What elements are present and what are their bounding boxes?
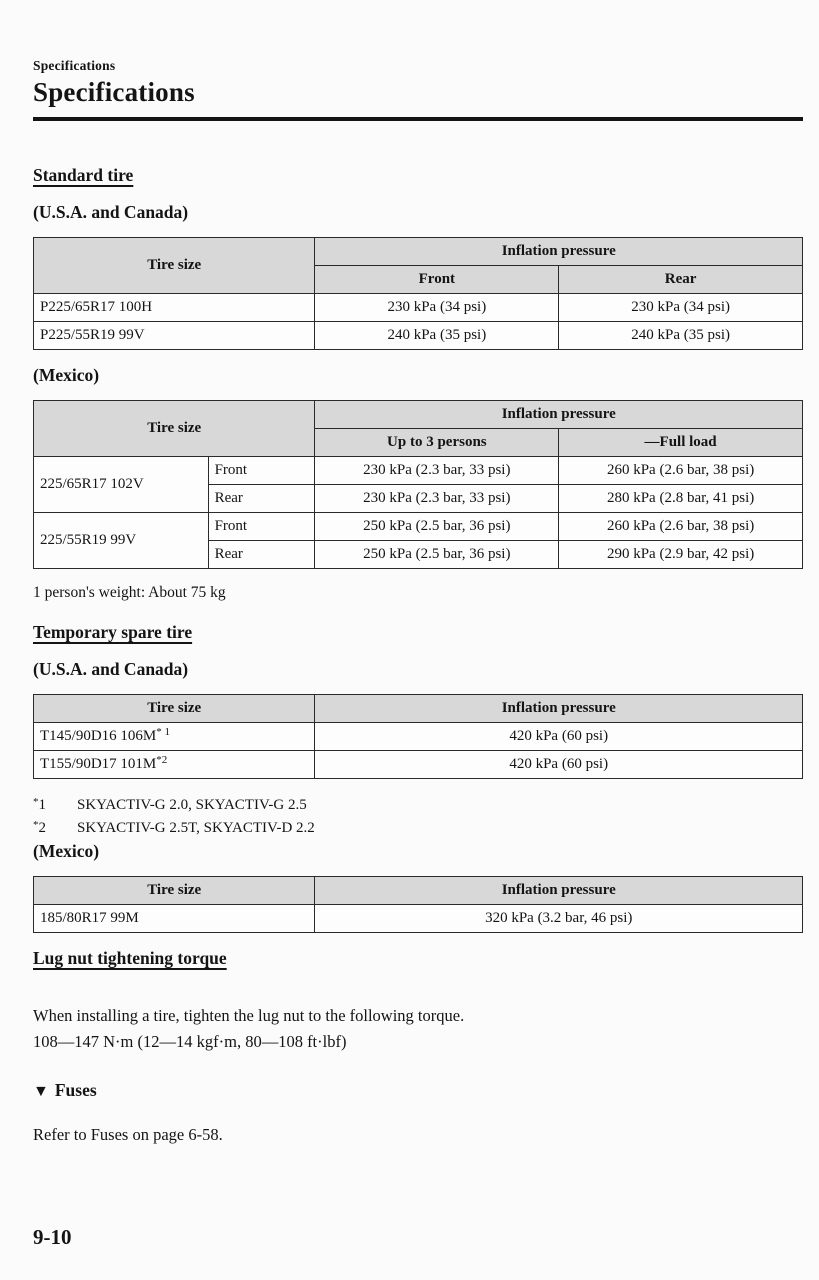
col-header-inflation-pressure: Inflation pressure [315, 695, 803, 723]
footnotes [33, 794, 803, 839]
col-header-front: Front [315, 266, 559, 294]
table-row [34, 322, 803, 350]
heading-fuses [33, 1080, 803, 1101]
persons-pressure-value: 250 kPa (2.5 bar, 36 psi) [315, 513, 559, 541]
spare-tire-usa-table [33, 694, 803, 779]
persons-pressure-value: 230 kPa (2.3 bar, 33 psi) [315, 457, 559, 485]
tire-size-value: P225/55R19 99V [34, 322, 315, 350]
col-header-full-load: —Full load [559, 429, 803, 457]
heading-standard-tire: Standard tire [33, 165, 134, 185]
col-header-up-to-3-persons: Up to 3 persons [315, 429, 559, 457]
torque-instruction: When installing a tire, tighten the lug nut to the following torque. [33, 1006, 465, 1025]
page-title: Specifications [33, 77, 195, 107]
full-load-pressure-value: 260 kPa (2.6 bar, 38 psi) [559, 457, 803, 485]
full-load-pressure-value: 260 kPa (2.6 bar, 38 psi) [559, 513, 803, 541]
person-weight-note: 1 person's weight: About 75 kg [33, 584, 226, 601]
front-pressure-value: 240 kPa (35 psi) [315, 322, 559, 350]
front-pressure-value: 230 kPa (34 psi) [315, 294, 559, 322]
standard-tire-usa-table [33, 237, 803, 350]
col-header-inflation-pressure: Inflation pressure [315, 877, 803, 905]
col-header-inflation-pressure: Inflation pressure [315, 238, 803, 266]
col-header-tire-size: Tire size [34, 401, 315, 457]
footnote-text: SKYACTIV-G 2.0, SKYACTIV-G 2.5 [77, 797, 307, 813]
pressure-value: 420 kPa (60 psi) [315, 751, 803, 779]
footnote-ref: * 1 [156, 726, 170, 738]
footnote-1 [33, 794, 803, 817]
persons-pressure-value: 250 kPa (2.5 bar, 36 psi) [315, 541, 559, 569]
subheading-usa-canada: (U.S.A. and Canada) [33, 202, 189, 222]
full-load-pressure-value: 290 kPa (2.9 bar, 42 psi) [559, 541, 803, 569]
table-row [34, 751, 803, 779]
col-header-tire-size: Tire size [34, 238, 315, 294]
tire-size-value: P225/65R17 100H [34, 294, 315, 322]
breadcrumb: Specifications [33, 58, 116, 73]
footnote-ref: *2 [156, 754, 168, 766]
subheading-mexico: (Mexico) [33, 841, 100, 861]
table-row [34, 905, 803, 933]
torque-paragraph [33, 1003, 803, 1054]
page-number: 9-10 [33, 1225, 72, 1249]
table-row [34, 723, 803, 751]
axle-label: Front [208, 457, 315, 485]
tire-size-value: 225/65R17 102V [34, 457, 209, 513]
footnote-marker: *1 [33, 796, 46, 813]
tire-size-value [34, 751, 315, 779]
axle-label: Front [208, 513, 315, 541]
subheading-mexico: (Mexico) [33, 365, 100, 385]
table-row [34, 513, 803, 541]
col-header-rear: Rear [559, 266, 803, 294]
col-header-tire-size: Tire size [34, 877, 315, 905]
tire-size-value: 185/80R17 99M [34, 905, 315, 933]
tire-size-value: 225/55R19 99V [34, 513, 209, 569]
fuses-reference-text: Refer to Fuses on page 6-58. [33, 1125, 223, 1145]
spare-tire-mexico-table [33, 876, 803, 933]
footnote-marker: *2 [33, 818, 46, 836]
header-rule [33, 117, 803, 121]
pressure-value: 320 kPa (3.2 bar, 46 psi) [315, 905, 803, 933]
heading-temporary-spare-tire: Temporary spare tire [33, 622, 193, 642]
fuses-heading-text: Fuses [54, 1080, 97, 1101]
rear-pressure-value: 230 kPa (34 psi) [559, 294, 803, 322]
triangle-marker-icon: ▼ [33, 1083, 49, 1101]
axle-label: Rear [208, 485, 315, 513]
col-header-tire-size: Tire size [34, 695, 315, 723]
tire-size-value [34, 723, 315, 751]
heading-lug-nut-torque: Lug nut tightening torque [33, 948, 227, 968]
torque-value: 108—147 N·m (12—14 kgf·m, 80—108 ft·lbf) [33, 1031, 347, 1051]
standard-tire-mexico-table [33, 400, 803, 569]
full-load-pressure-value: 280 kPa (2.8 bar, 41 psi) [559, 485, 803, 513]
rear-pressure-value: 240 kPa (35 psi) [559, 322, 803, 350]
axle-label: Rear [208, 541, 315, 569]
tire-size-text: T145/90D16 106M [40, 728, 157, 744]
persons-pressure-value: 230 kPa (2.3 bar, 33 psi) [315, 485, 559, 513]
footnote-2 [33, 817, 803, 840]
subheading-usa-canada: (U.S.A. and Canada) [33, 659, 189, 679]
footnote-text: SKYACTIV-G 2.5T, SKYACTIV-D 2.2 [77, 819, 315, 836]
table-row [34, 294, 803, 322]
page-content [33, 0, 803, 1162]
col-header-inflation-pressure: Inflation pressure [315, 401, 803, 429]
table-row [34, 457, 803, 485]
tire-size-text: T155/90D17 101M [40, 756, 157, 772]
pressure-value: 420 kPa (60 psi) [315, 723, 803, 751]
